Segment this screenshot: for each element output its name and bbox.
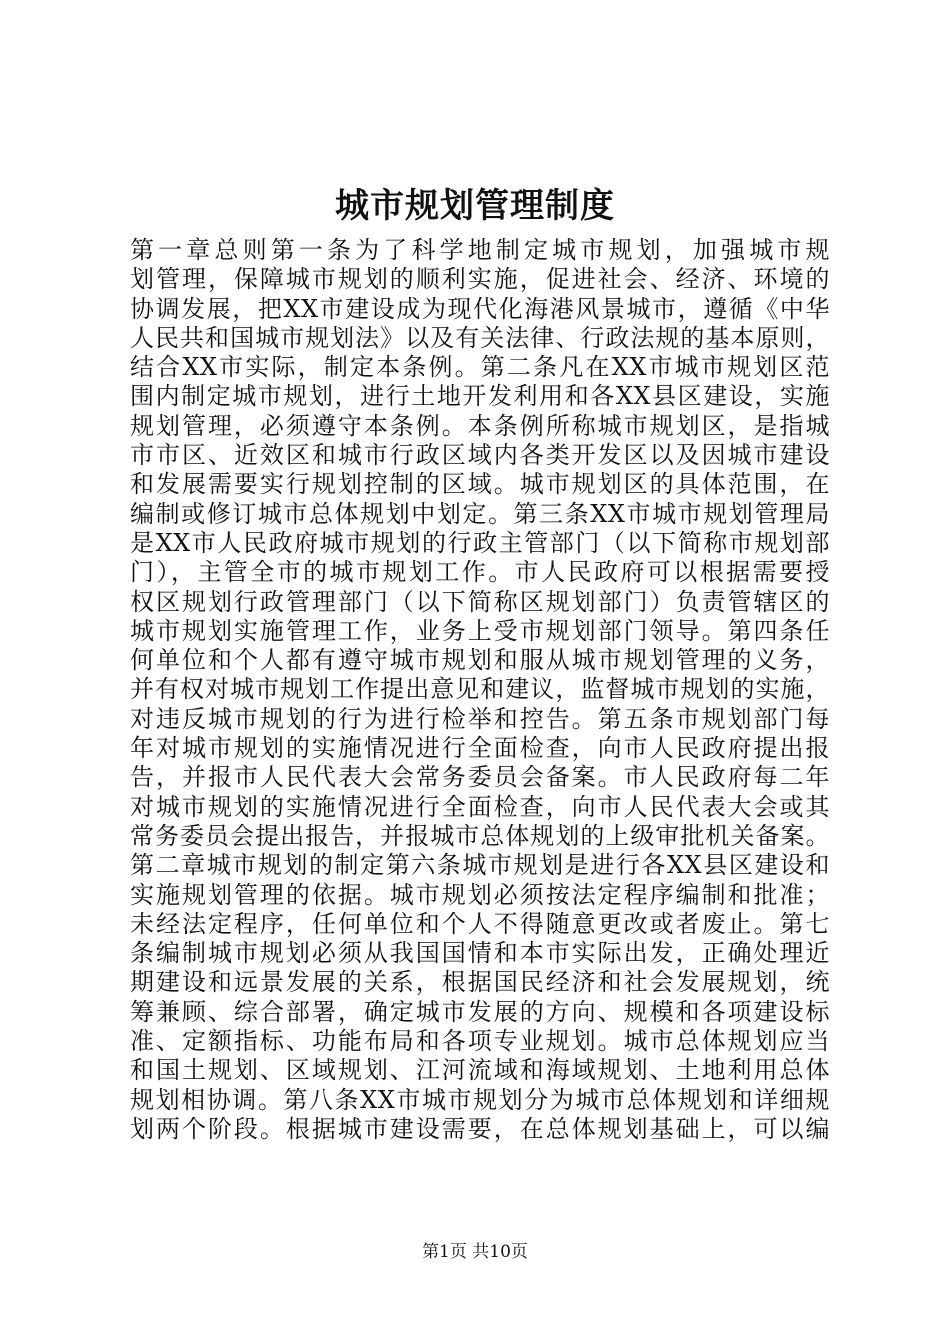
body-line: 期建设和远景发展的关系，根据国民经济和社会发展规划，统 [130, 968, 830, 997]
body-line: 和国土规划、区域规划、江河流域和海域规划、土地利用总体 [130, 1056, 830, 1085]
body-line: 筹兼顾、综合部署，确定城市发展的方向、规模和各项建设标 [130, 997, 830, 1026]
body-line: 围内制定城市规划，进行土地开发利用和各XX县区建设，实施 [130, 382, 830, 411]
page-footer: 第1页 共10页 [422, 1242, 528, 1262]
body-line: 划管理，保障城市规划的顺利实施，促进社会、经济、环境的 [130, 265, 830, 294]
body-line: 常务委员会提出报告，并报城市总体规划的上级审批机关备案。 [130, 821, 830, 850]
body-line: 和发展需要实行规划控制的区域。城市规划区的具体范围，在 [130, 470, 830, 499]
body-line: 规划相协调。第八条XX市城市规划分为城市总体规划和详细规 [130, 1085, 830, 1114]
body-line: 实施规划管理的依据。城市规划必须按法定程序编制和批准； [130, 880, 830, 909]
body-line: 对城市规划的实施情况进行全面检查，向市人民代表大会或其 [130, 792, 830, 821]
body-line: 编制或修订城市总体规划中划定。第三条XX市城市规划管理局 [130, 499, 830, 528]
body-line: 市市区、近效区和城市行政区域内各类开发区以及因城市建设 [130, 441, 830, 470]
body-line: 年对城市规划的实施情况进行全面检查，向市人民政府提出报 [130, 734, 830, 763]
document-body [130, 236, 830, 1144]
body-line: 规划管理，必须遵守本条例。本条例所称城市规划区，是指城 [130, 411, 830, 440]
body-line: 人民共和国城市规划法》以及有关法律、行政法规的基本原则， [130, 323, 830, 352]
document-title: 城市规划管理制度 [335, 186, 615, 226]
body-line: 第一章总则第一条为了科学地制定城市规划，加强城市规 [130, 236, 830, 264]
body-line: 是XX市人民政府城市规划的行政主管部门（以下简称市规划部 [130, 528, 830, 557]
body-line: 协调发展，把XX市建设成为现代化海港风景城市，遵循《中华 [130, 294, 830, 323]
body-line: 并有权对城市规划工作提出意见和建议，监督城市规划的实施， [130, 675, 830, 704]
body-line: 条编制城市规划必须从我国国情和本市实际出发，正确处理近 [130, 939, 830, 968]
body-line: 准、定额指标、功能布局和各项专业规划。城市总体规划应当 [130, 1027, 830, 1056]
body-line: 未经法定程序，任何单位和个人不得随意更改或者废止。第七 [130, 909, 830, 938]
body-line: 何单位和个人都有遵守城市规划和服从城市规划管理的义务， [130, 646, 830, 675]
body-line: 权区规划行政管理部门（以下简称区规划部门）负责管辖区的 [130, 587, 830, 616]
body-line: 对违反城市规划的行为进行检举和控告。第五条市规划部门每 [130, 704, 830, 733]
body-line: 划两个阶段。根据城市建设需要，在总体规划基础上，可以编 [130, 1114, 830, 1143]
body-line: 告，并报市人民代表大会常务委员会备案。市人民政府每二年 [130, 763, 830, 792]
body-line: 第二章城市规划的制定第六条城市规划是进行各XX县区建设和 [130, 851, 830, 880]
body-line: 城市规划实施管理工作，业务上受市规划部门领导。第四条任 [130, 616, 830, 645]
body-line: 结合XX市实际，制定本条例。第二条凡在XX市城市规划区范 [130, 353, 830, 382]
body-line: 门），主管全市的城市规划工作。市人民政府可以根据需要授 [130, 558, 830, 587]
